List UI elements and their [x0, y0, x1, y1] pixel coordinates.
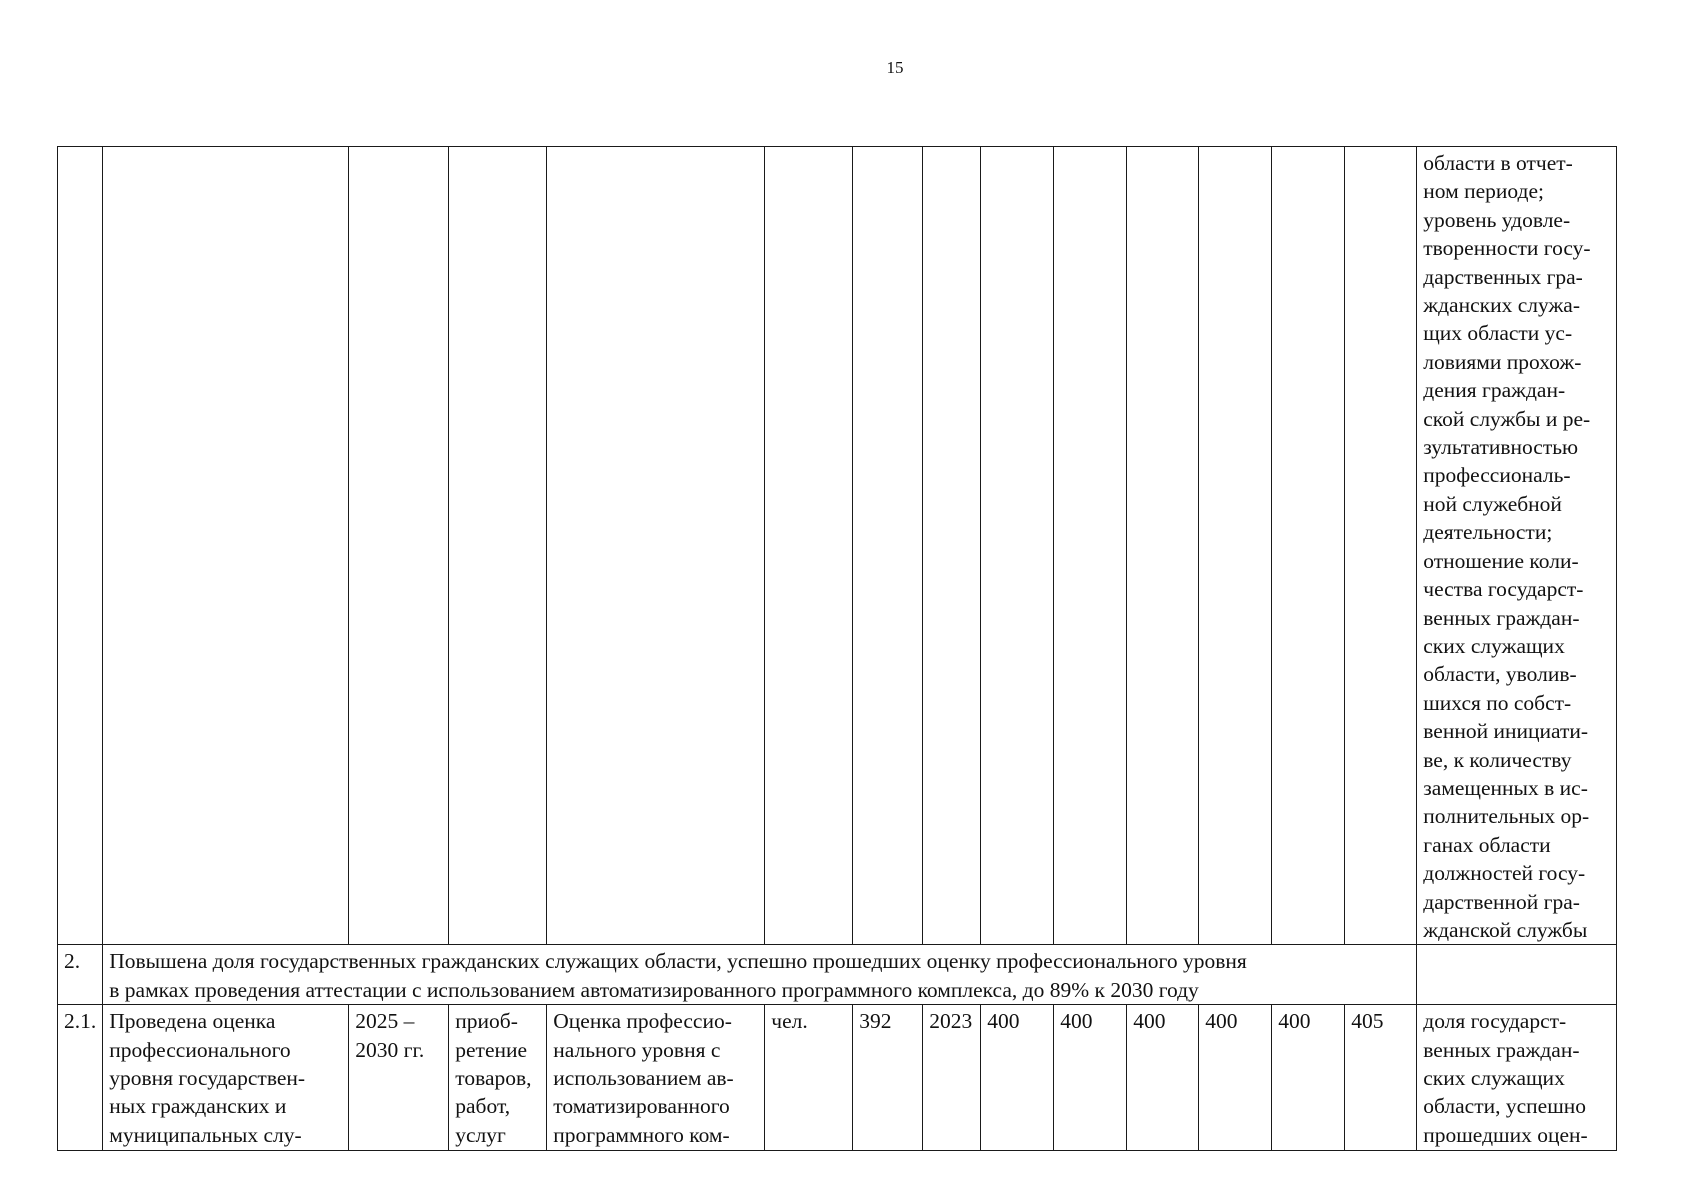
page-number: 15: [886, 58, 904, 77]
indicator-line: зультативностью: [1423, 435, 1579, 460]
task-base-year: 2023: [923, 1005, 981, 1151]
cell-empty-value-1: [981, 147, 1054, 945]
characteristic-line: Оценка профессио-: [553, 1009, 732, 1034]
characteristic-line: программного ком-: [553, 1122, 730, 1147]
goal-text-line: Повышена доля государственных гражданских служащих области, успешно прошедших оценку профессионального уровня: [109, 949, 1247, 974]
task-line: уровня государствен-: [109, 1066, 306, 1090]
task-characteristic: [547, 1005, 765, 1151]
goal-row: [58, 945, 1617, 1005]
task-line: Проведена оценка: [109, 1009, 276, 1034]
task-row: [58, 1005, 1617, 1151]
indicator-line: должностей госу-: [1423, 861, 1586, 886]
task-type: [449, 1005, 547, 1151]
indicator-line: ской службы и ре-: [1423, 406, 1591, 431]
indicator-line: чества государст-: [1423, 577, 1584, 602]
indicator-line: деятельности;: [1423, 520, 1553, 545]
task-line: муниципальных слу-: [109, 1122, 302, 1147]
task-indicator-line: венных граждан-: [1423, 1037, 1580, 1062]
type-line: услуг: [455, 1122, 506, 1147]
indicator-line: жданских служа-: [1423, 293, 1581, 318]
indicator-line: дарственной гра-: [1423, 889, 1580, 914]
indicator-line: дения граждан-: [1423, 378, 1566, 403]
cell-empty-period: [349, 147, 449, 945]
task-line: ных гражданских и: [109, 1094, 287, 1119]
task-unit: чел.: [765, 1005, 853, 1151]
characteristic-line: использованием ав-: [553, 1066, 734, 1090]
goal-number: 2.: [58, 945, 103, 1005]
type-line: работ,: [455, 1094, 511, 1119]
task-value-1: 400: [981, 1005, 1054, 1151]
measures-table: [57, 146, 1617, 1151]
cell-empty-value-2: [1054, 147, 1127, 945]
indicator-line: ной служебной: [1423, 491, 1562, 516]
cell-empty-base-year: [923, 147, 981, 945]
goal-text-line: в рамках проведения аттестации с использованием автоматизированного программного комплекса, до 89% к 2030 году: [109, 977, 1199, 1002]
continuation-row: [58, 147, 1617, 945]
indicator-line: щих области ус-: [1423, 321, 1573, 346]
indicator-line: области, уволив-: [1423, 662, 1577, 687]
task-value-4: 400: [1199, 1005, 1272, 1151]
cell-empty-value-4: [1199, 147, 1272, 945]
indicator-line: ном периоде;: [1423, 179, 1544, 204]
task-description: [103, 1005, 349, 1151]
indicator-line: замещенных в ис-: [1423, 775, 1588, 800]
indicator-line: уровень удовле-: [1423, 207, 1571, 232]
characteristic-line: томатизированного: [553, 1094, 730, 1119]
indicator-line: полнительных ор-: [1423, 804, 1590, 829]
cell-empty-base-value: [853, 147, 923, 945]
cell-empty-value-5: [1272, 147, 1345, 945]
indicator-line: профессиональ-: [1423, 463, 1571, 488]
task-value-3: 400: [1127, 1005, 1199, 1151]
indicator-line: жданской службы: [1423, 917, 1588, 942]
indicator-line: ганах области: [1423, 832, 1551, 857]
task-indicator-line: доля государст-: [1423, 1009, 1567, 1034]
indicator-line: шихся по собст-: [1423, 690, 1572, 715]
indicator-line: ве, к количеству: [1423, 747, 1572, 772]
cell-empty-type: [449, 147, 547, 945]
task-base-value: 392: [853, 1005, 923, 1151]
goal-text: [103, 945, 1417, 1005]
indicator-line: творенности госу-: [1423, 236, 1591, 261]
indicator-line: отношение коли-: [1423, 548, 1579, 573]
indicator-line: ловиями прохож-: [1423, 349, 1582, 374]
task-value-2: 400: [1054, 1005, 1127, 1151]
task-indicator-line: ских служащих: [1423, 1066, 1565, 1090]
characteristic-line: нального уровня с: [553, 1037, 721, 1062]
indicator-line: дарственных гра-: [1423, 264, 1583, 289]
indicator-line: области в отчет-: [1423, 151, 1573, 175]
cell-empty-value-3: [1127, 147, 1199, 945]
task-indicator-line: области, успешно: [1423, 1094, 1587, 1119]
task-indicator: [1417, 1005, 1617, 1151]
indicator-line: ских служащих: [1423, 633, 1565, 658]
task-number: 2.1.: [58, 1005, 103, 1151]
type-line: приоб-: [455, 1009, 518, 1034]
cell-empty-task: [103, 147, 349, 945]
period-line: 2025 –: [355, 1009, 415, 1034]
cell-empty-characteristic: [547, 147, 765, 945]
cell-empty-unit: [765, 147, 853, 945]
period-line: 2030 гг.: [355, 1037, 425, 1062]
type-line: ретение: [455, 1037, 528, 1062]
task-period: [349, 1005, 449, 1151]
task-value-5: 400: [1272, 1005, 1345, 1151]
indicator-line: венных граждан-: [1423, 605, 1580, 630]
task-value-6: 405: [1345, 1005, 1417, 1151]
cell-empty-value-6: [1345, 147, 1417, 945]
task-line: профессионального: [109, 1037, 291, 1062]
type-line: товаров,: [455, 1066, 532, 1090]
goal-indicator-empty: [1417, 945, 1617, 1005]
indicator-line: венной инициати-: [1423, 719, 1589, 744]
cell-empty-number: [58, 147, 103, 945]
task-indicator-line: прошедших оцен-: [1423, 1122, 1588, 1147]
cell-indicators-continued: [1417, 147, 1617, 945]
